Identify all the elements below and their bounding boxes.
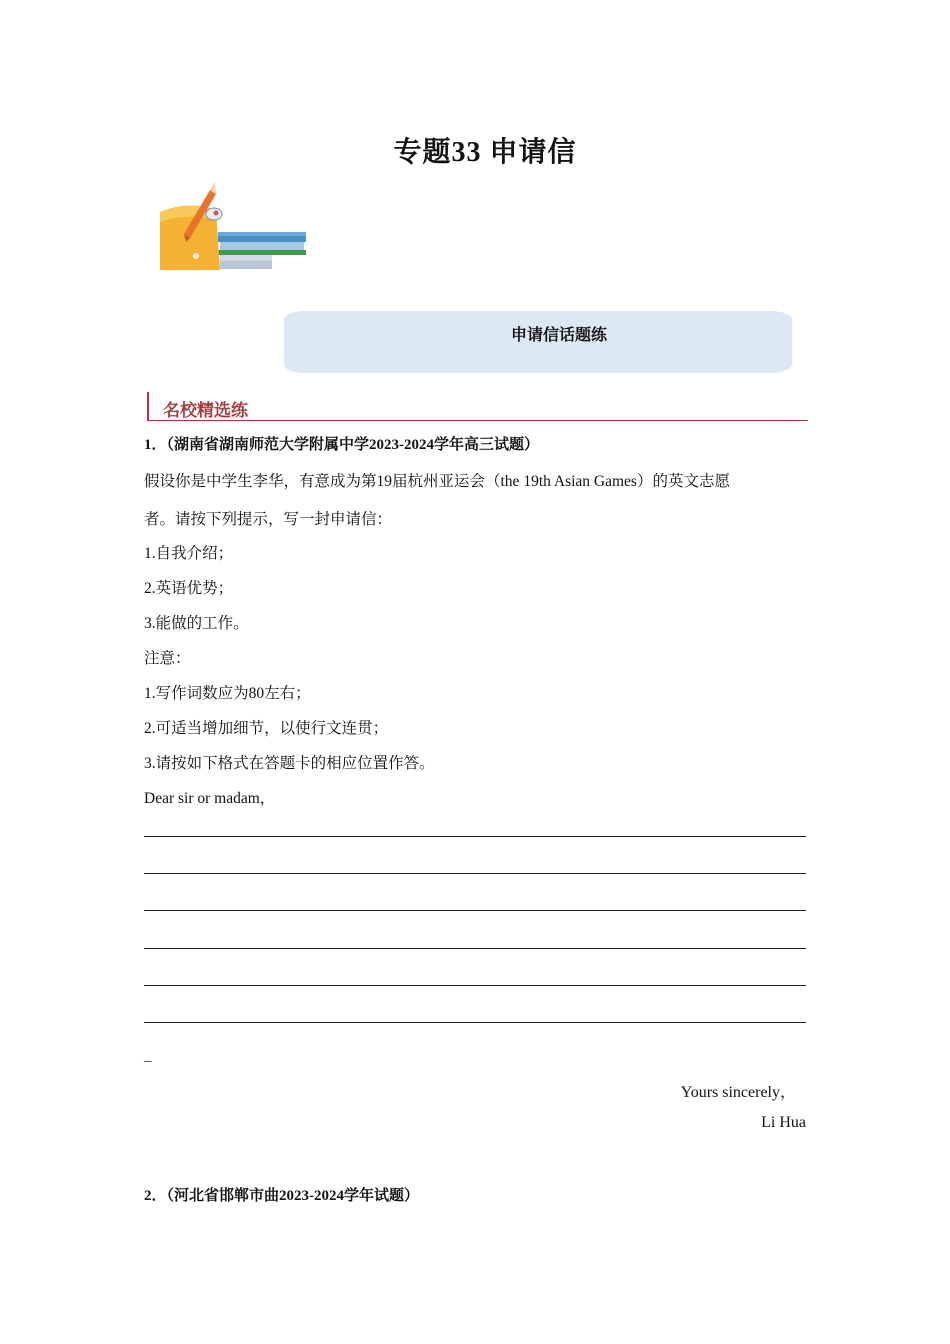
answer-line	[144, 910, 806, 911]
answer-line	[144, 836, 806, 837]
page-title: 专题33 申请信	[393, 137, 577, 168]
answer-line	[144, 873, 806, 874]
q1-note-item: 2.可适当增加细节，以使行文连贯；	[144, 720, 389, 737]
section-heading-label: 名校精选练	[163, 401, 248, 421]
banner-label: 申请信话题练	[510, 327, 607, 344]
q1-prompt-item: 2.英语优势；	[144, 580, 234, 597]
answer-line	[144, 985, 806, 986]
question-2-heading: 2．（河北省邯郸市曲2023-2024学年试题）	[144, 1188, 419, 1204]
q1-prompt-item: 1.自我介绍；	[144, 545, 234, 562]
answer-line-tail: _	[144, 1048, 152, 1064]
pencil-books-illustration	[158, 176, 308, 272]
q1-salutation: Dear sir or madam，	[144, 790, 276, 807]
q1-prompt-item: 3.能做的工作。	[144, 615, 249, 632]
q1-note-item: 1.写作词数应为80左右；	[144, 685, 311, 702]
q1-text-line: 者。请按下列提示，写一封申请信：	[144, 511, 393, 528]
letter-signature: Li Hua	[761, 1114, 806, 1131]
answer-line	[144, 948, 806, 949]
section-heading	[147, 392, 808, 421]
q1-text-line: 假设你是中学生李华，有意成为第19届杭州亚运会（the 19th Asian Games）的英文志愿	[144, 473, 730, 490]
q1-note-item: 3.请按如下格式在答题卡的相应位置作答。	[144, 755, 435, 772]
q1-note-label: 注意：	[144, 650, 191, 667]
topic-banner	[284, 311, 792, 373]
answer-line	[144, 1022, 806, 1023]
letter-closing: Yours sincerely，	[680, 1084, 796, 1101]
question-1-heading: 1．（湖南省湖南师范大学附属中学2023-2024学年高三试题）	[144, 437, 539, 453]
